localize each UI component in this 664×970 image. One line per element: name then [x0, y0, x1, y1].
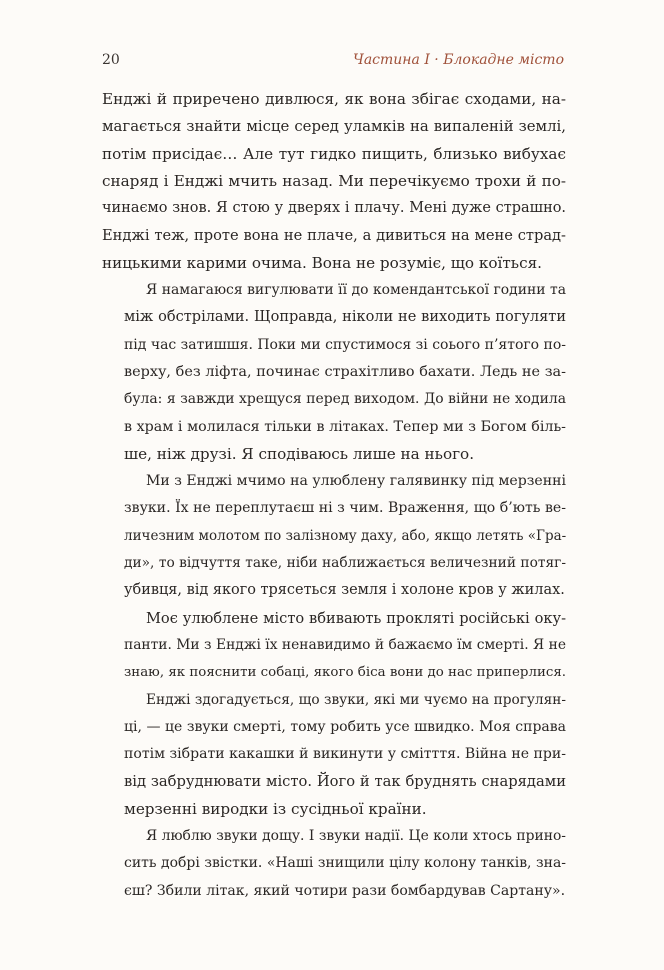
- text-line: мерзенні виродки із сусідньої країни.: [124, 799, 427, 818]
- page-number: 20: [102, 52, 120, 68]
- text-line: Енджі здогадується, що звуки, які ми чуємо на прогулян-: [146, 691, 566, 708]
- text-line: Я люблю звуки дощу. І звуки надії. Це коли хтось прино-: [146, 828, 566, 845]
- text-line: потім присідає… Але тут гидко пищить, близько вибухає: [102, 144, 566, 163]
- text-line: знаю, як пояснити собаці, якого біса вони до нас приперлися.: [124, 665, 567, 681]
- text-line: ницькими карими очима. Вона не розуміє, що коїться.: [102, 253, 542, 272]
- page-header: [102, 52, 564, 76]
- paragraph: [102, 605, 566, 687]
- text-line: в храм і молилася тільки в літаках. Тепер ми з Богом біль-: [124, 418, 566, 435]
- body-text: [102, 86, 566, 905]
- text-line: Ми з Енджі мчимо на улюблену галявинку під мерзенні: [146, 473, 566, 490]
- text-line: Енджі теж, проте вона не плаче, а дивиться на мене страд-: [102, 227, 566, 245]
- text-line: верху, без ліфта, починає страхітливо бахати. Ледь не за-: [124, 363, 566, 380]
- text-line: ди», то відчуття таке, ніби наближається величезний потяг-: [124, 555, 566, 572]
- text-line: звуки. Їх не переплутаєш ні з чим. Враження, що б’ють ве-: [124, 500, 566, 517]
- text-line: убивця, від якого трясеться земля і холоне кров у жилах.: [124, 582, 565, 599]
- running-head: Частина І · Блокадне місто: [353, 52, 564, 68]
- paragraph: [102, 468, 566, 604]
- text-line: снаряд і Енджі мчить назад. Ми перечікуємо трохи й по-: [102, 171, 566, 190]
- paragraph: [102, 823, 566, 905]
- text-line: Моє улюблене місто вбивають прокляті російські оку-: [146, 609, 566, 627]
- text-line: була: я завжди хрещуся перед виходом. До війни не ходила: [124, 391, 566, 408]
- text-line: ше, ніж друзі. Я сподіваюсь лише на нього.: [124, 444, 475, 463]
- text-line: від забруднювати місто. Його й так бруднять снарядами: [124, 773, 566, 791]
- text-line: єш? Збили літак, який чотири рази бомбардував Сартану».: [124, 882, 566, 899]
- text-line: сить добрі звістки. «Наші знищили цілу колону танків, зна-: [124, 855, 566, 872]
- paragraph: [102, 687, 566, 823]
- paragraph: [102, 277, 566, 468]
- text-line: чинаємо знов. Я стою у дверях і плачу. Мені дуже страшно.: [102, 200, 566, 217]
- text-line: магається знайти місце серед уламків на випаленій землі,: [102, 117, 566, 136]
- text-line: Енджі й приречено дивлюся, як вона збігає сходами, на-: [102, 90, 566, 108]
- paragraph: [102, 86, 566, 277]
- text-line: Я намагаюся вигулювати її до комендантської години та: [146, 282, 566, 299]
- text-line: під час затишшя. Поки ми спустимося зі соього п’ятого по-: [124, 336, 566, 353]
- text-line: ці, — це звуки смерті, тому робить усе швидко. Моя справа: [124, 718, 566, 735]
- text-line: потім зібрати какашки й викинути у смітття. Війна не при-: [124, 746, 566, 763]
- text-line: панти. Ми з Енджі їх ненавидимо й бажаємо їм смерті. Я не: [124, 636, 566, 653]
- text-line: між обстрілами. Щоправда, ніколи не виходить погуляти: [124, 309, 566, 326]
- text-line: личезним молотом по залізному даху, або, якщо летять «Гра-: [124, 527, 567, 544]
